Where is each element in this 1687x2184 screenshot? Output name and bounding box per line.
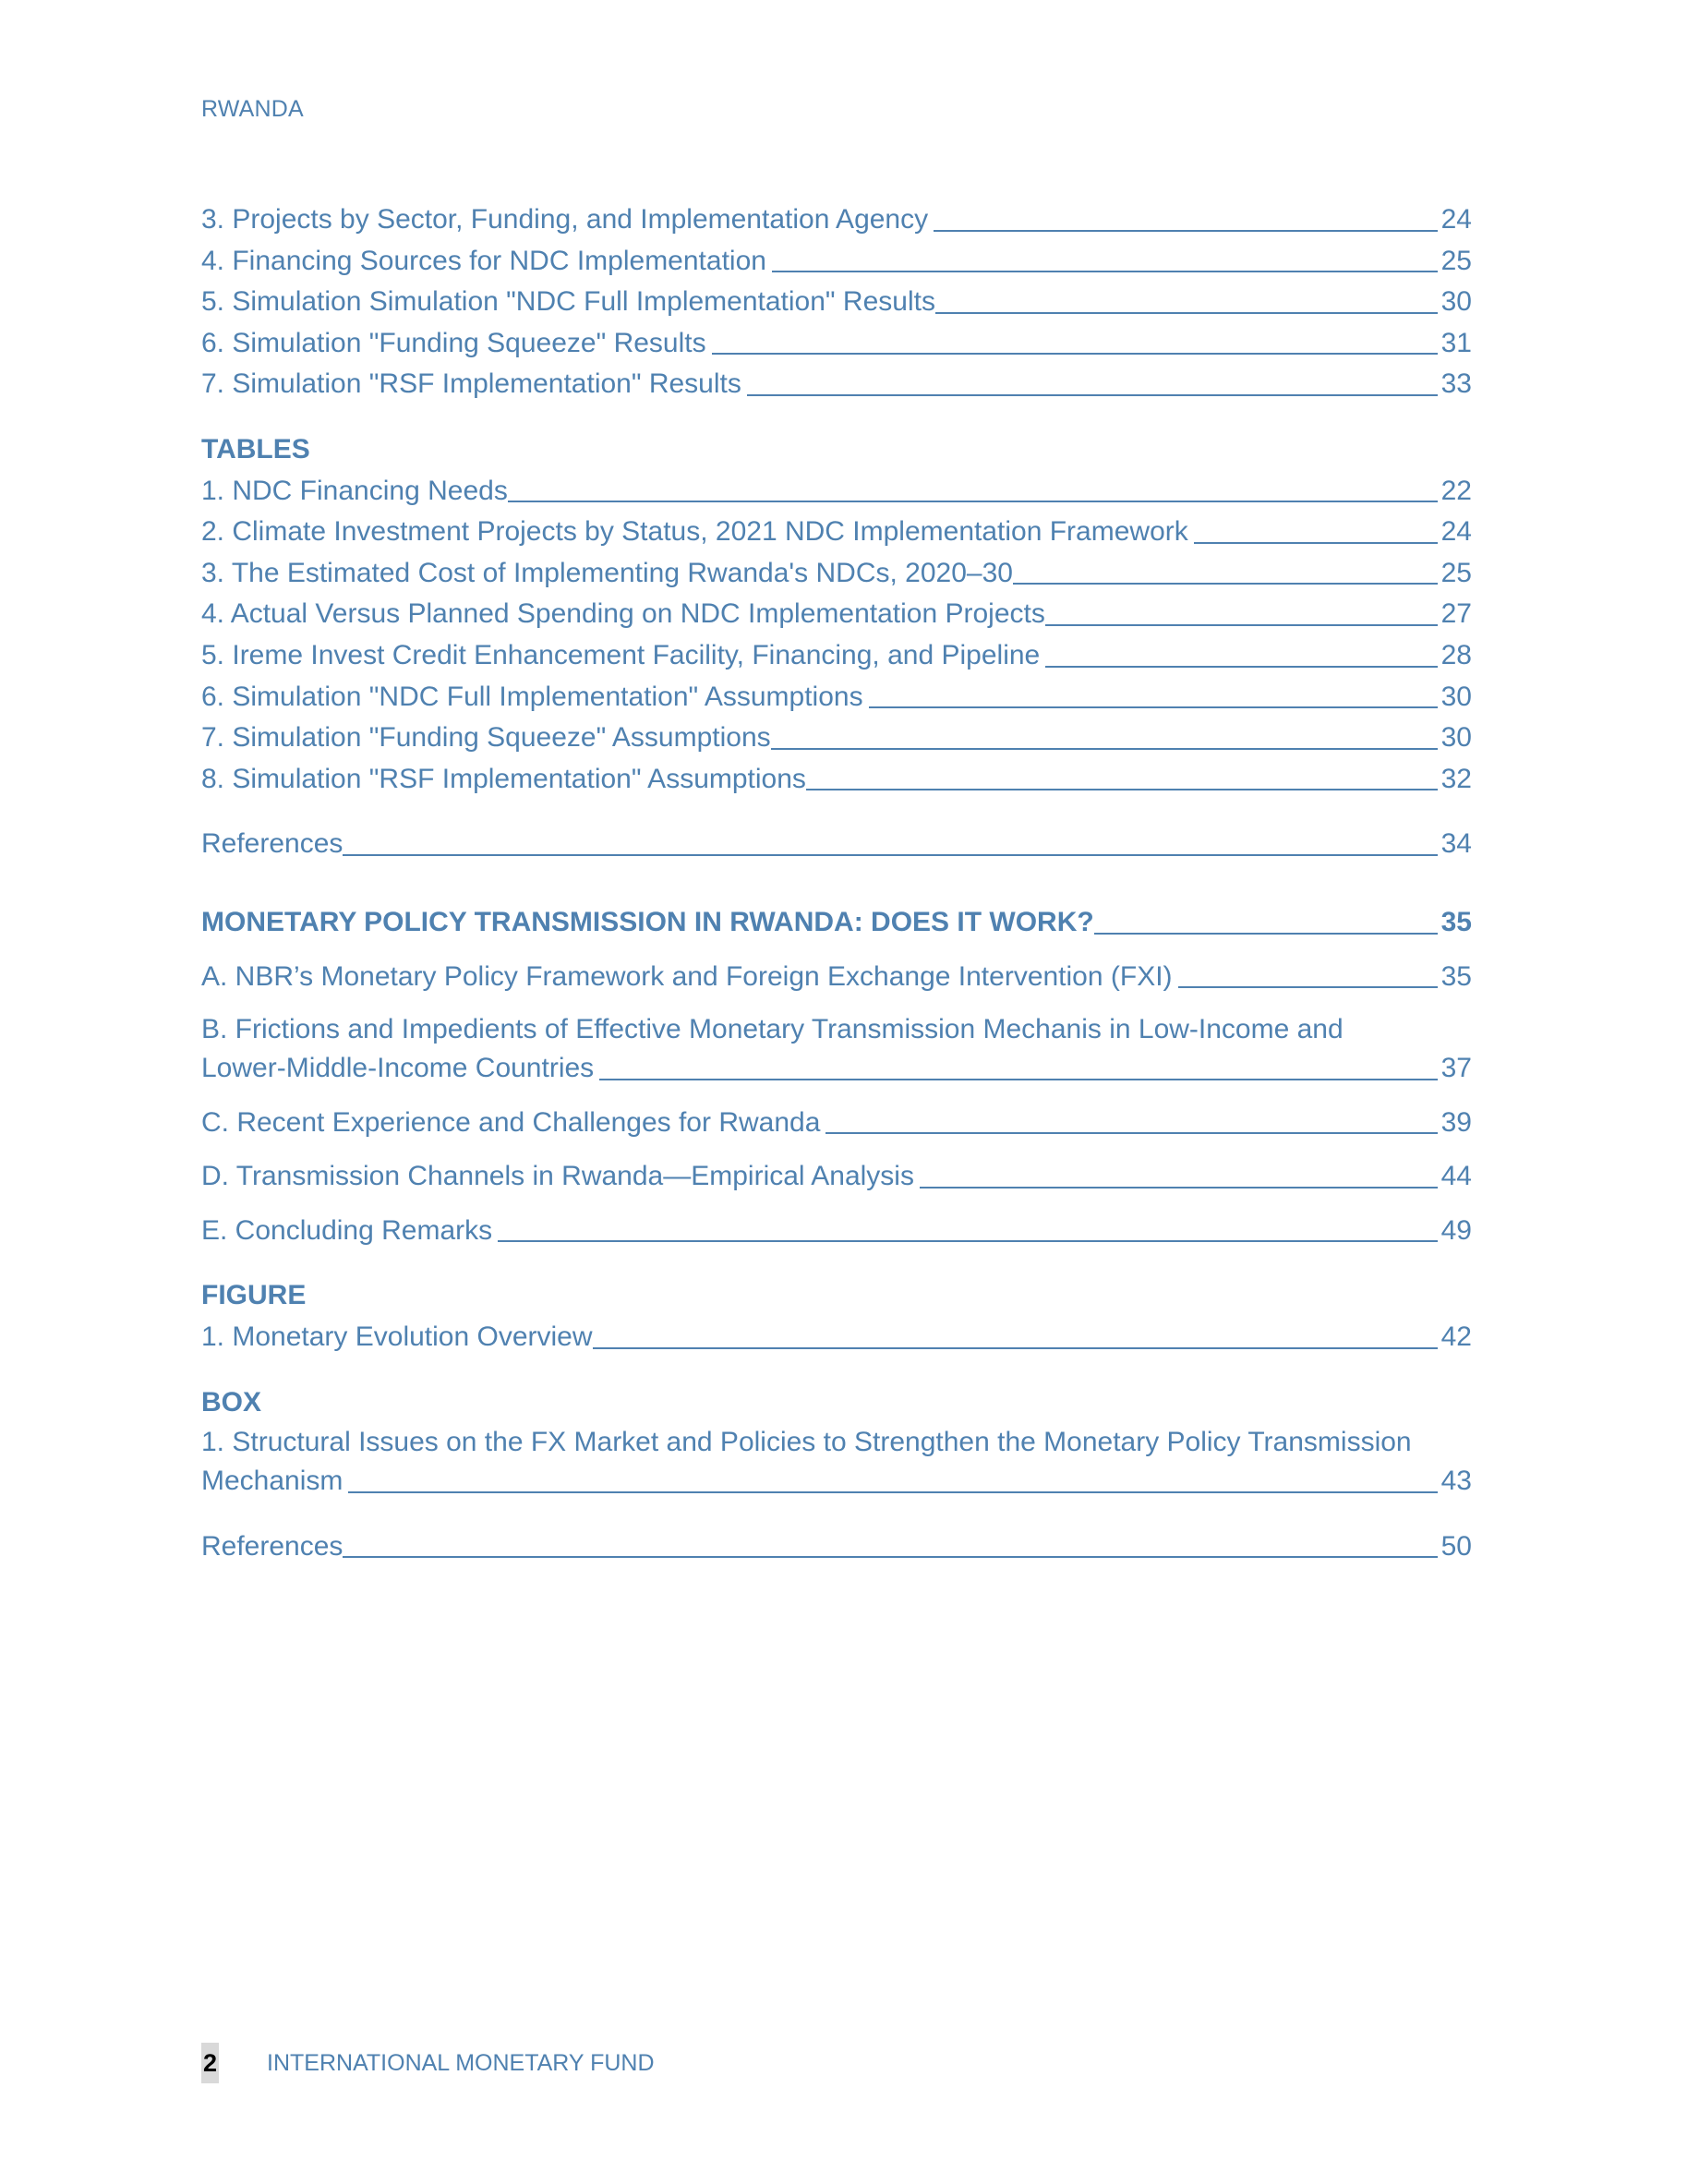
toc-entry-label: E. Concluding Remarks	[201, 1214, 493, 1246]
toc-entry-label: 3. The Estimated Cost of Implementing Rwanda's NDCs, 2020–30	[201, 557, 1013, 588]
figure-heading: FIGURE	[201, 1280, 307, 1311]
toc-entry-label: 1. NDC Financing Needs	[201, 475, 508, 506]
toc-entry-page: 34	[1440, 828, 1472, 860]
toc-entry-label: References	[201, 828, 343, 860]
box-heading: BOX	[201, 1386, 262, 1418]
toc-section-d[interactable]	[201, 1156, 1472, 1198]
dot-leader	[771, 748, 1438, 750]
toc-entry-label: A. NBR’s Monetary Policy Framework and Foreign Exchange Intervention (FXI)	[201, 960, 1173, 992]
dot-leader	[1194, 542, 1438, 544]
toc-entry-label: 8. Simulation "RSF Implementation" Assumptions	[201, 763, 806, 794]
toc-entry-label: 2. Climate Investment Projects by Status, 2021 NDC Implementation Framework	[201, 516, 1188, 548]
toc-entry-label: 4. Actual Versus Planned Spending on NDC Implementation Projects	[201, 598, 1045, 630]
toc-entry-page: 42	[1440, 1321, 1472, 1353]
dot-leader	[1094, 933, 1438, 935]
toc-entry-page: 43	[1440, 1466, 1472, 1497]
toc-section-e[interactable]	[201, 1211, 1472, 1252]
chapter-title-label: MONETARY POLICY TRANSMISSION IN RWANDA: DOES IT WORK?	[201, 906, 1094, 937]
chapter-title-page: 35	[1440, 906, 1472, 937]
table-of-contents	[201, 199, 1472, 1567]
toc-section-a[interactable]	[201, 957, 1472, 998]
toc-entry-label: 3. Projects by Sector, Funding, and Implementation Agency	[201, 204, 929, 235]
toc-entry-label-line1: 1. Structural Issues on the FX Market and Policies to Strengthen the Monetary Policy Transmission	[201, 1427, 1412, 1458]
dot-leader	[869, 706, 1438, 708]
dot-leader	[348, 1491, 1438, 1493]
dot-leader	[508, 501, 1438, 502]
dot-leader	[920, 1187, 1438, 1189]
dot-leader	[934, 230, 1438, 232]
dot-leader	[806, 789, 1438, 790]
dot-leader	[772, 271, 1438, 272]
toc-entry-table-4[interactable]	[201, 594, 1472, 635]
dot-leader	[1045, 624, 1438, 626]
toc-entry-table-5[interactable]	[201, 635, 1472, 677]
page-number: 2	[201, 2043, 219, 2083]
toc-entry-page: 22	[1440, 475, 1472, 506]
toc-section-c[interactable]	[201, 1103, 1472, 1144]
toc-entry-page: 24	[1440, 516, 1472, 548]
toc-entry-table-7[interactable]	[201, 718, 1472, 759]
toc-entry-figure-4[interactable]	[201, 241, 1472, 283]
toc-entry-page: 27	[1440, 598, 1472, 630]
toc-entry-label: 7. Simulation "Funding Squeeze" Assumptions	[201, 722, 771, 754]
dot-leader	[1178, 986, 1438, 988]
toc-entry-table-8[interactable]	[201, 759, 1472, 801]
dot-leader	[1045, 666, 1438, 668]
toc-entry-label: 7. Simulation "RSF Implementation" Results	[201, 368, 741, 400]
toc-entry-page: 30	[1440, 286, 1472, 318]
toc-entry-box-1[interactable]	[201, 1423, 1472, 1502]
toc-entry-page: 31	[1440, 327, 1472, 358]
toc-entry-table-2[interactable]	[201, 512, 1472, 553]
toc-entry-figure-5[interactable]	[201, 282, 1472, 323]
toc-entry-label: 6. Simulation "Funding Squeeze" Results	[201, 327, 706, 358]
page-footer	[201, 2043, 655, 2083]
dot-leader	[825, 1132, 1438, 1134]
toc-entry-label: 6. Simulation "NDC Full Implementation" Assumptions	[201, 681, 863, 712]
toc-entry-table-3[interactable]	[201, 553, 1472, 595]
toc-entry-line2	[201, 1048, 1472, 1090]
tables-heading: TABLES	[201, 433, 310, 465]
toc-entry-page: 39	[1440, 1106, 1472, 1138]
toc-entry-figure-7[interactable]	[201, 364, 1472, 405]
toc-entry-references-2[interactable]	[201, 1526, 1472, 1568]
dot-leader	[599, 1079, 1438, 1080]
toc-entry-page: 33	[1440, 368, 1472, 400]
dot-leader	[747, 394, 1438, 396]
toc-entry-page: 25	[1440, 557, 1472, 588]
dot-leader	[712, 353, 1438, 355]
toc-entry-label-line1: B. Frictions and Impedients of Effective Monetary Transmission Mechanis in Low-Income and	[201, 1014, 1344, 1045]
toc-entry-page: 50	[1440, 1530, 1472, 1562]
toc-entry-page: 25	[1440, 245, 1472, 276]
dot-leader	[343, 854, 1438, 856]
toc-entry-label-line2: Mechanism	[201, 1466, 343, 1497]
toc-entry-references-1[interactable]	[201, 824, 1472, 865]
dot-leader	[1013, 583, 1438, 585]
dot-leader	[498, 1240, 1438, 1242]
toc-entry-label: 5. Ireme Invest Credit Enhancement Facility, Financing, and Pipeline	[201, 639, 1041, 670]
toc-entry-page: 49	[1440, 1214, 1472, 1246]
toc-entry-page: 35	[1440, 960, 1472, 992]
toc-entry-line2	[201, 1461, 1472, 1502]
running-header: RWANDA	[201, 96, 304, 122]
toc-entry-label-line2: Lower-Middle-Income Countries	[201, 1053, 595, 1084]
footer-organization: INTERNATIONAL MONETARY FUND	[267, 2049, 655, 2076]
dot-leader	[343, 1556, 1438, 1558]
toc-entry-figure-3[interactable]	[201, 199, 1472, 241]
toc-entry-table-6[interactable]	[201, 677, 1472, 718]
dot-leader	[593, 1347, 1438, 1349]
toc-entry-label: D. Transmission Channels in Rwanda—Empirical Analysis	[201, 1161, 914, 1192]
toc-entry-page: 24	[1440, 204, 1472, 235]
toc-entry-label: 1. Monetary Evolution Overview	[201, 1321, 593, 1353]
dot-leader	[935, 312, 1438, 314]
toc-entry-page: 30	[1440, 722, 1472, 754]
toc-entry-page: 37	[1440, 1053, 1472, 1084]
toc-entry-label: C. Recent Experience and Challenges for Rwanda	[201, 1106, 821, 1138]
toc-section-b[interactable]	[201, 1010, 1472, 1090]
toc-entry-page: 44	[1440, 1161, 1472, 1192]
toc-entry-page: 28	[1440, 639, 1472, 670]
toc-entry-figure-1[interactable]	[201, 1317, 1472, 1358]
toc-entry-label: 4. Financing Sources for NDC Implementation	[201, 245, 766, 276]
toc-entry-page: 32	[1440, 763, 1472, 794]
toc-entry-table-1[interactable]	[201, 471, 1472, 513]
toc-entry-label: References	[201, 1530, 343, 1562]
toc-entry-figure-6[interactable]	[201, 323, 1472, 365]
toc-entry-label: 5. Simulation Simulation "NDC Full Implementation" Results	[201, 286, 935, 318]
toc-chapter-title[interactable]	[201, 902, 1472, 944]
toc-entry-page: 30	[1440, 681, 1472, 712]
